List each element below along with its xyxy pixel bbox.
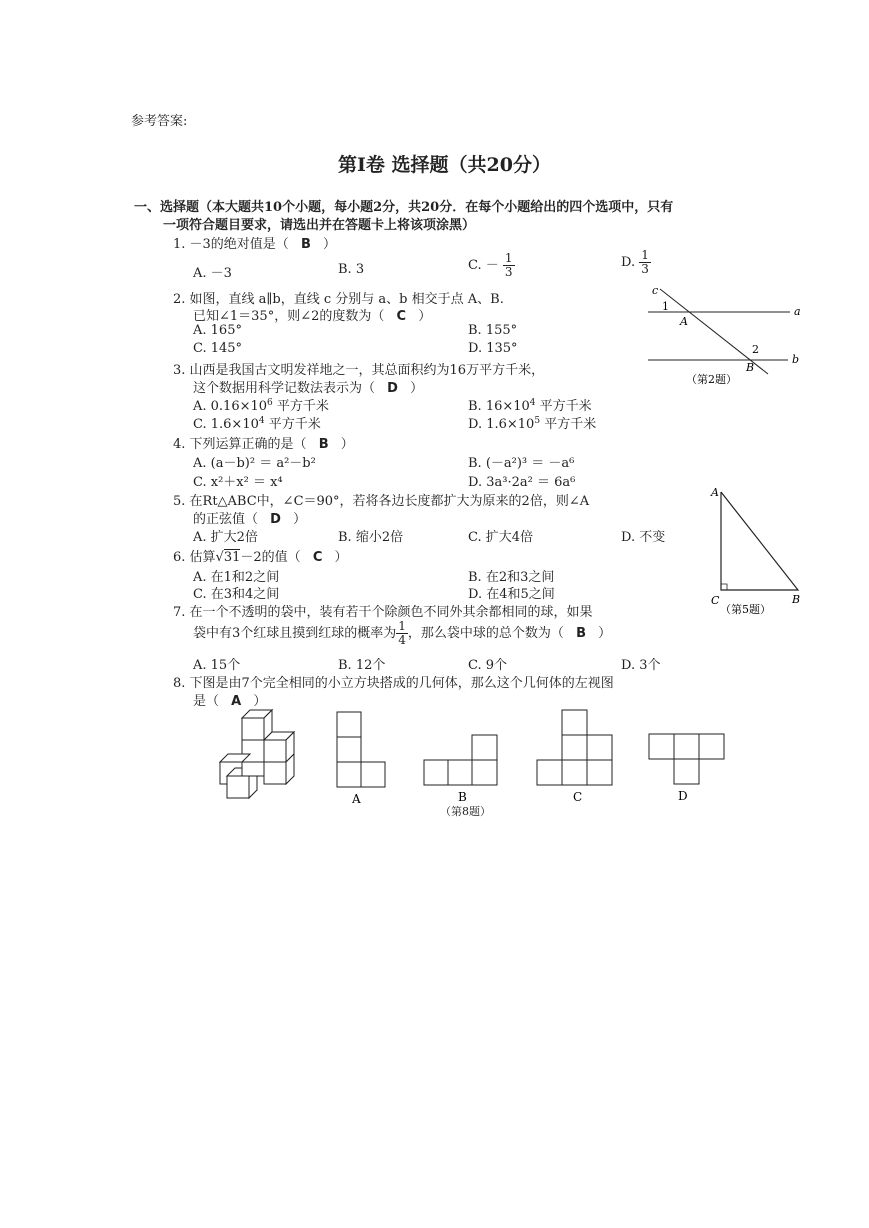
label-vertex-C: C (711, 594, 720, 607)
q1-stem-line (173, 233, 336, 252)
q4-option-c: C. x²＋x² ＝ x⁴ (193, 475, 283, 490)
q3-option-b (468, 395, 592, 414)
q1-option-c-prefix: C. － (468, 258, 499, 273)
q5-close: ） (293, 512, 307, 527)
q8-option-d-view (645, 730, 730, 805)
label-vertex-B: B (792, 593, 801, 606)
q3-option-b-exponent: 4 (529, 398, 536, 408)
square-cell (472, 760, 497, 785)
q8-option-d-label: D (678, 789, 688, 803)
q6-stem-line (173, 546, 348, 565)
q6-answer: C (312, 550, 323, 565)
q2-option-d: D. 135° (468, 341, 518, 356)
q1-option-c-denominator: 3 (504, 265, 513, 279)
q6-stem-prefix: 6. 估算 (173, 550, 216, 565)
label-point-A: A (680, 315, 688, 328)
square-cell (674, 734, 699, 759)
q3-option-c (193, 413, 321, 432)
q2-line1: 2. 如图，直线 a∥b，直线 c 分别与 a、b 相交于点 A、B. (173, 292, 504, 307)
q7-answer: B (576, 626, 586, 641)
q1-option-d-fraction (639, 249, 651, 276)
q1-option-d-numerator: 1 (641, 248, 649, 262)
right-angle-mark (721, 584, 727, 590)
square-cell (562, 710, 587, 735)
q3-option-d-exponent: 5 (534, 416, 541, 426)
q3-option-a-base: A. 0.16×10 (193, 399, 268, 414)
q5-line2 (193, 508, 306, 527)
square-cell (337, 762, 361, 787)
q7-option-a: A. 15个 (193, 658, 241, 673)
q8-option-c-view (534, 706, 619, 806)
q7-close: ） (598, 626, 612, 641)
reference-answer-label: 参考答案: (131, 114, 188, 129)
q5-option-b: B. 缩小2倍 (338, 530, 404, 545)
q3-option-b-base: B. 16×10 (468, 399, 530, 414)
square-cell (337, 737, 361, 762)
q3-option-c-exponent: 4 (258, 416, 265, 426)
section-heading-line1: 一、选择题（本大题共10个小题，每小题2分，共20分．在每个小题给出的四个选项中，只有 (134, 200, 674, 215)
q1-option-d-prefix: D. (621, 255, 636, 270)
label-b: b (792, 353, 800, 366)
q7-option-b: B. 12个 (338, 658, 386, 673)
square-cell (337, 712, 361, 737)
q5-option-c: C. 扩大4倍 (468, 530, 534, 545)
square-cell (424, 760, 448, 785)
label-vertex-A: A (711, 486, 719, 499)
q7-line2 (193, 620, 611, 647)
cube-front-face (242, 762, 264, 776)
q2-stem: 已知∠1＝35°，则∠2的度数为（ (193, 309, 385, 324)
q3-option-b-unit: 平方千米 (535, 399, 592, 414)
q8-stem: 是（ (193, 694, 220, 709)
q1-option-b: B. 3 (338, 262, 365, 277)
q7-option-d: D. 3个 (621, 658, 661, 673)
q3-answer: D (387, 381, 398, 396)
triangle-abc (721, 492, 798, 590)
q3-stem: 这个数据用科学记数法表示为（ (193, 381, 376, 396)
q8-option-c-label: C (573, 790, 583, 804)
q2-close: ） (418, 309, 432, 324)
cube-front-face (227, 776, 249, 798)
q3-option-d-base: D. 1.6×10 (468, 417, 535, 432)
q1-option-d-denominator: 3 (641, 262, 649, 276)
q5-caption: （第5题） (720, 603, 771, 616)
q5-option-a: A. 扩大2倍 (193, 530, 258, 545)
q1-option-c (468, 252, 515, 279)
page-title: 第Ⅰ卷 选择题（共20分） (338, 154, 551, 176)
q6-option-b: B. 在2和3之间 (468, 570, 555, 585)
square-cell (562, 735, 587, 760)
q3-option-d (468, 413, 596, 432)
q3-option-a (193, 395, 329, 414)
q7-fraction-numerator: 1 (398, 619, 406, 633)
q7-stem-prefix: 袋中有3个红球且摸到红球的概率为 (193, 626, 397, 641)
q2-option-a: A. 165° (193, 323, 242, 338)
q3-option-a-exponent: 6 (267, 398, 273, 408)
q8-answer: A (231, 694, 242, 709)
q4-option-a: A. (a－b)² ＝ a²－b² (193, 456, 316, 471)
q8-line1: 8. 下图是由7个完全相同的小立方块搭成的几何体，那么这个几何体的左视图 (173, 676, 614, 691)
q4-stem-line (173, 433, 354, 452)
square-cell (537, 760, 562, 785)
q7-line1: 7. 在一个不透明的袋中，装有若干个除颜色不同外其余都相同的球，如果 (173, 605, 593, 620)
q5-option-d: D. 不变 (621, 530, 666, 545)
q8-cube-stack-figure (205, 700, 315, 805)
q4-answer: B (318, 437, 329, 452)
q3-line1: 3. 山西是我国古文明发祥地之一，其总面积约为16万平方千米， (173, 363, 545, 378)
square-cell (448, 760, 472, 785)
q6-stem-suffix: －2的值（ (240, 550, 301, 565)
q1-option-a: A. －3 (193, 266, 232, 281)
q3-close: ） (410, 381, 424, 396)
square-cell (587, 760, 612, 785)
q3-option-c-unit: 平方千米 (264, 417, 321, 432)
square-cell (472, 735, 497, 760)
square-cell (361, 762, 385, 787)
q1-option-c-numerator: 1 (504, 251, 513, 265)
q3-line2 (193, 377, 423, 396)
q5-stem: 的正弦值（ (193, 512, 259, 527)
q5-right-triangle-figure (708, 484, 808, 620)
q7-option-c: C. 9个 (468, 658, 508, 673)
q5-line1: 5. 在Rt△ABC中，∠C＝90°，若将各边长度都扩大为原来的2倍，则∠A (173, 494, 590, 509)
square-cell (699, 734, 724, 759)
q1-option-c-fraction (503, 252, 515, 279)
q7-fraction-denominator: 4 (398, 633, 406, 647)
q8-option-b-label: B (458, 790, 467, 804)
q8-caption: （第8题） (440, 805, 491, 818)
q4-stem: 4. 下列运算正确的是（ (173, 437, 307, 452)
q8-option-a-view (330, 708, 390, 808)
q3-option-d-unit: 平方千米 (540, 417, 597, 432)
q6-radical-sign: √ (215, 550, 224, 565)
label-c: c (652, 284, 659, 297)
q4-option-b: B. (－a²)³ ＝ －a⁶ (468, 456, 575, 471)
label-a: a (794, 305, 801, 318)
q3-option-c-base: C. 1.6×10 (193, 417, 259, 432)
q1-option-d (621, 249, 651, 276)
q6-option-c: C. 在3和4之间 (193, 587, 280, 602)
q6-radicand: 31 (223, 550, 241, 565)
label-angle-1: 1 (662, 300, 669, 313)
q2-parallel-lines-figure (640, 282, 810, 392)
cube-front-face (264, 762, 286, 784)
cube-front-face (242, 718, 264, 740)
q7-probability-fraction (396, 620, 408, 647)
label-point-B: B (746, 361, 755, 374)
q4-close: ） (340, 437, 354, 452)
q2-line2 (193, 305, 431, 324)
q6-option-d: D. 在4和5之间 (468, 587, 555, 602)
q6-option-a: A. 在1和2之间 (193, 570, 280, 585)
q8-close: ） (253, 694, 267, 709)
q1-stem: 1. －3的绝对值是（ (173, 237, 289, 252)
q5-answer: D (270, 512, 281, 527)
label-angle-2: 2 (752, 343, 759, 356)
square-cell (587, 735, 612, 760)
q1-close: ） (323, 237, 337, 252)
cube-front-face (264, 740, 286, 762)
q2-option-c: C. 145° (193, 341, 243, 356)
square-cell (562, 760, 587, 785)
square-cell (649, 734, 674, 759)
section-heading-line2: 一项符合题目要求，请选出并在答题卡上将该项涂黑） (163, 218, 476, 233)
q2-answer: C (396, 309, 407, 324)
q2-caption: （第2题） (686, 373, 737, 386)
q2-option-b: B. 155° (468, 323, 518, 338)
q8-option-a-label: A (352, 792, 361, 806)
square-cell (674, 759, 699, 784)
q3-option-a-unit: 平方千米 (272, 399, 329, 414)
q8-option-b-view (420, 730, 505, 805)
q6-close: ） (334, 550, 348, 565)
q7-stem-suffix: ，那么袋中球的总个数为（ (407, 626, 564, 641)
q1-answer: B (300, 237, 311, 252)
q4-option-d: D. 3a³·2a² ＝ 6a⁶ (468, 475, 576, 490)
